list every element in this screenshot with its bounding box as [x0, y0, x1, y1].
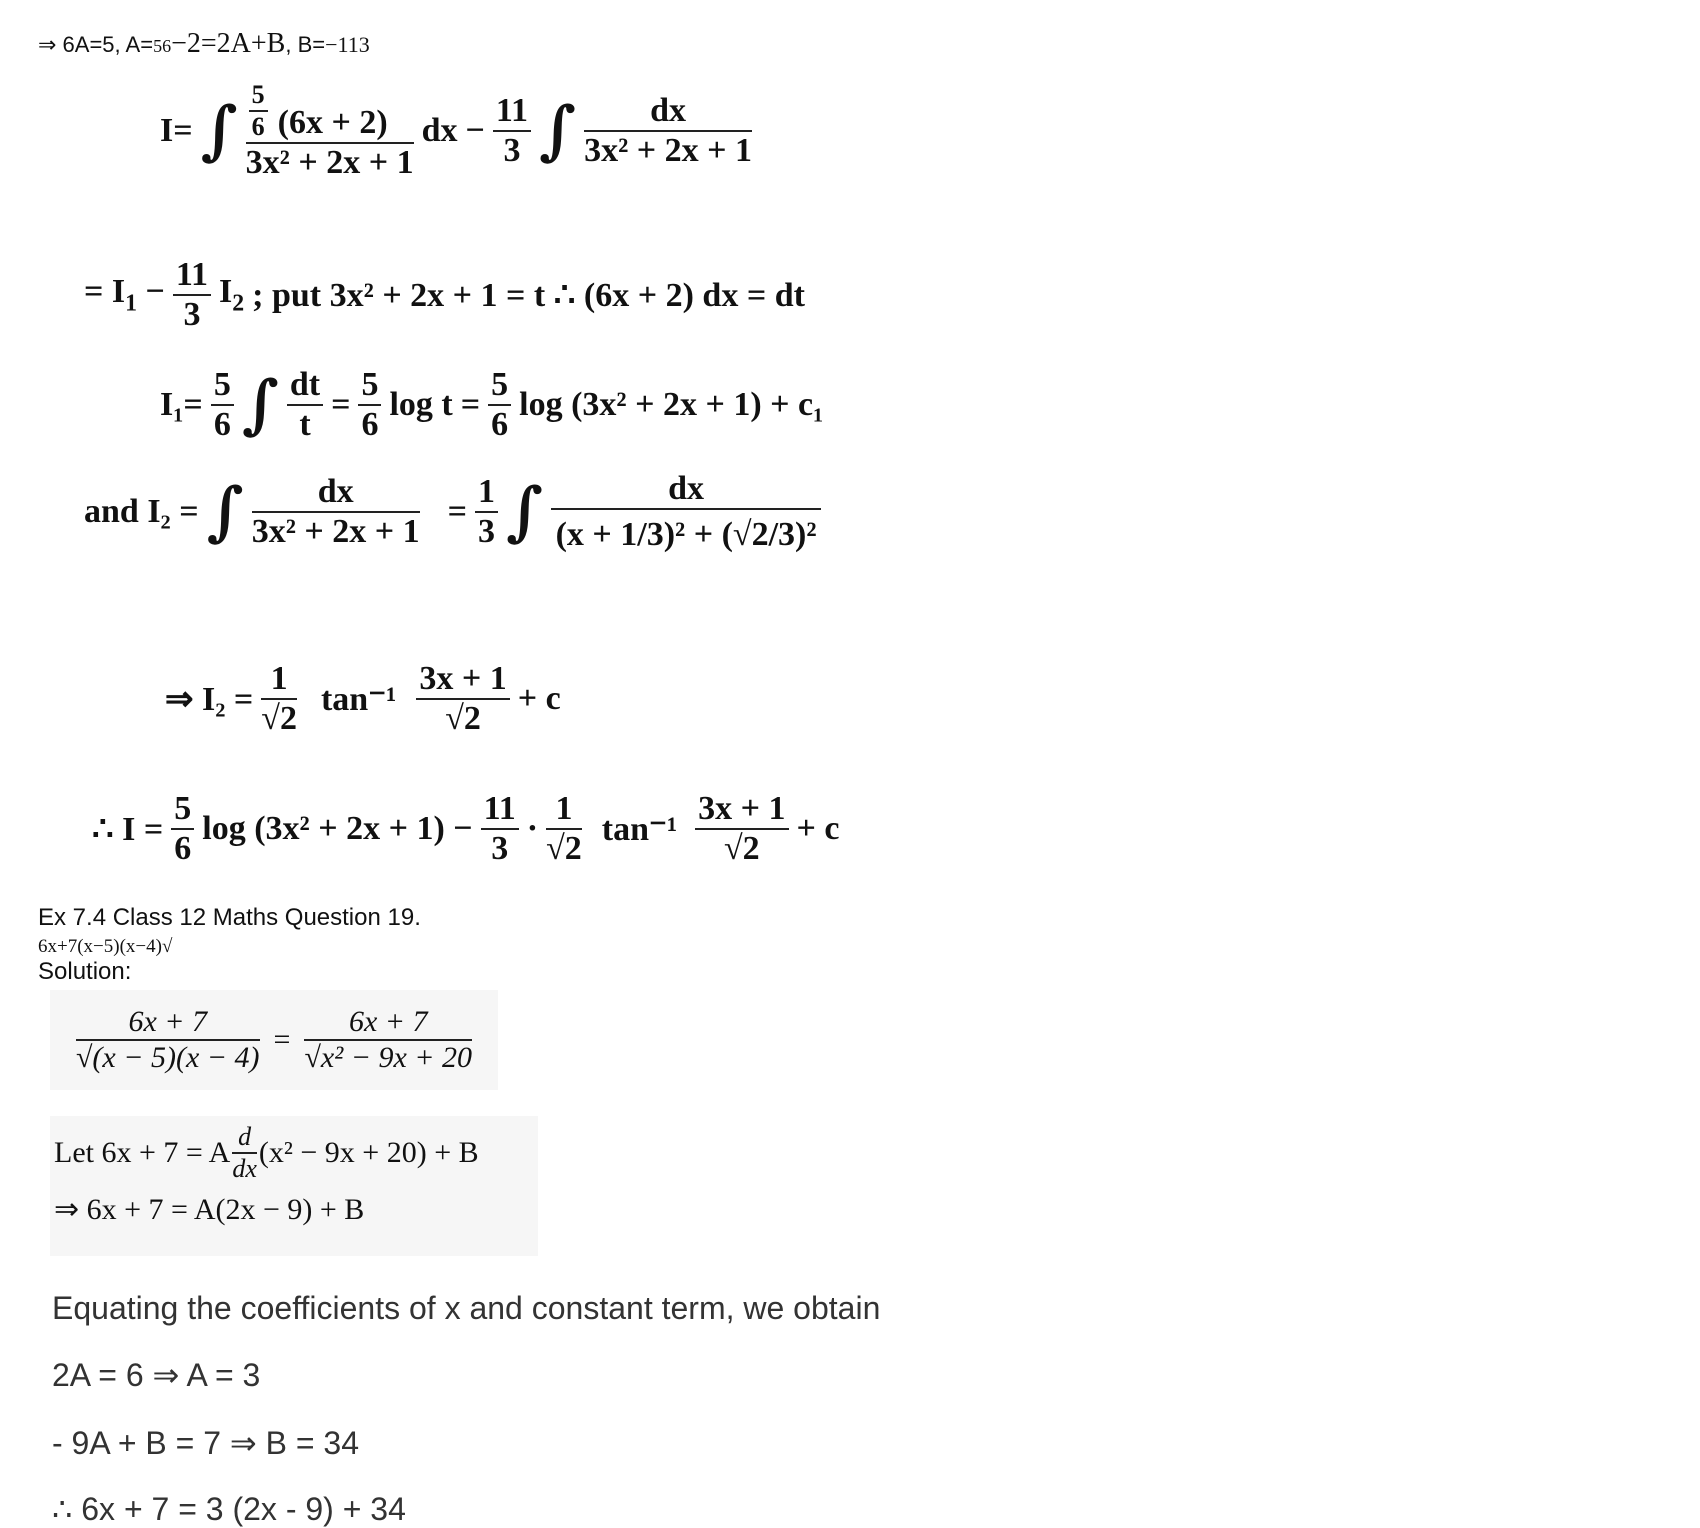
- integral-sign-icon: ∫: [506, 474, 544, 549]
- eq2-coeff-den: 3: [183, 296, 201, 333]
- eq3-integrand: [287, 366, 323, 444]
- eq3-tail: log (3x² + 2x + 1) + c₁: [519, 386, 824, 423]
- eq3-log-t: log t: [389, 386, 453, 423]
- eq3-coeff-1: [211, 366, 234, 444]
- eq2-tail: ; put 3x² + 2x + 1 = t ∴ (6x + 2) dx = dt: [252, 277, 805, 314]
- sol-left-num: 6x + 7: [76, 1005, 260, 1041]
- eq3-coeff-1-den: 6: [213, 406, 231, 443]
- eq6-dot: ·: [526, 810, 539, 847]
- eq2-coeff: [173, 256, 211, 334]
- eq5-tail: + c: [517, 680, 561, 717]
- derivative-operator: [232, 1122, 257, 1184]
- eq4-coeff-num: 1: [475, 473, 498, 513]
- eq5-coeff: [261, 660, 297, 738]
- equation-6: [92, 790, 840, 868]
- eq1-first-fraction: [246, 80, 414, 182]
- step-2: - 9A + B = 7 ⇒ B = 34: [52, 1425, 359, 1461]
- let-line: [54, 1122, 534, 1184]
- solution-label: Solution:: [38, 958, 132, 985]
- eq2-lhs: = $I_1$ −: [84, 272, 165, 317]
- eq1-second-fraction: [584, 92, 752, 170]
- sol-left-fraction: [76, 1005, 260, 1075]
- eq6-coeff-2-den: 3: [491, 830, 509, 867]
- eq6-coeff-2-num: 11: [481, 790, 519, 830]
- eq6-tail: + c: [796, 810, 840, 847]
- eq1-first-coeff-den: 6: [251, 112, 265, 141]
- eq6-coeff-3-den: √2: [546, 830, 582, 867]
- let-panel: [50, 1116, 538, 1256]
- step-3: ∴ 6x + 7 = 3 (2x - 9) + 34: [52, 1491, 406, 1527]
- eq1-first-coeff: [249, 80, 268, 142]
- integral-sign-icon: ∫: [539, 93, 577, 168]
- eq2-i2: $I_2$: [219, 272, 245, 317]
- let-tail: (x² − 9x + 20) + B: [258, 1136, 479, 1169]
- implies-line: ⇒ 6x + 7 = A(2x − 9) + B: [54, 1193, 365, 1226]
- eq4-num-2: dx: [551, 470, 821, 510]
- lead-text-5: −113: [325, 32, 370, 57]
- eq6-coeff-1: [171, 790, 194, 868]
- eq4-lhs: and I₂ =: [84, 493, 199, 530]
- sol-right-den: √x² − 9x + 20: [304, 1041, 473, 1074]
- question-expression: 6x+7(x−5)(x−4)√: [38, 936, 173, 957]
- derivative-num: d: [232, 1122, 257, 1154]
- eq1-first-coeff-num: 5: [249, 80, 268, 112]
- equation-4: [84, 470, 821, 554]
- eq1-second-coeff-den: 3: [503, 132, 521, 169]
- eq3-integrand-den: t: [299, 406, 311, 443]
- eq6-coeff-2: [481, 790, 519, 868]
- eq4-coeff-den: 3: [478, 513, 496, 550]
- lead-text-3: −2=2A+B: [171, 28, 286, 59]
- eq3-coeff-3-num: 5: [488, 366, 511, 406]
- eq6-log: log (3x² + 2x + 1) −: [202, 810, 473, 847]
- equation-5: [165, 660, 561, 738]
- eq6-coeff-1-num: 5: [171, 790, 194, 830]
- eq1-second-coeff-num: 11: [493, 92, 531, 132]
- eq3-coeff-2-num: 5: [358, 366, 381, 406]
- eq1-dx: dx: [421, 112, 458, 149]
- eq1-lhs: I=: [160, 112, 193, 149]
- integral-sign-icon: ∫: [241, 367, 279, 442]
- lead-text-4: , B=: [285, 32, 326, 57]
- eq1-second-num: dx: [584, 92, 752, 132]
- lead-line: [38, 28, 370, 60]
- eq1-first-num: (6x + 2): [277, 104, 388, 141]
- equation-3: [160, 366, 823, 444]
- lead-text-2: 56: [153, 36, 172, 56]
- eq6-tan: tan⁻¹: [601, 811, 678, 848]
- eq3-coeff-3: [488, 366, 511, 444]
- eq5-coeff-den: √2: [261, 700, 297, 737]
- eq4-den-1: 3x² + 2x + 1: [251, 513, 420, 550]
- solution-fraction-panel: [50, 990, 498, 1090]
- integral-sign-icon: ∫: [200, 93, 238, 168]
- eq1-second-den: 3x² + 2x + 1: [584, 132, 753, 169]
- eq6-coeff-1-den: 6: [174, 830, 192, 867]
- eq6-arg-den: √2: [724, 830, 760, 867]
- sol-left-den: √(x − 5)(x − 4): [75, 1041, 260, 1074]
- eq3-coeff-2: [358, 366, 381, 444]
- eq2-coeff-num: 11: [173, 256, 211, 296]
- sol-right-fraction: [304, 1005, 472, 1075]
- eq6-arg-num: 3x + 1: [695, 790, 788, 830]
- eq3-equals: =: [331, 386, 351, 423]
- integral-sign-icon: ∫: [206, 474, 244, 549]
- eq5-tan: tan⁻¹: [320, 681, 397, 718]
- eq5-coeff-num: 1: [261, 660, 297, 700]
- eq4-coeff: [475, 473, 498, 551]
- eq5-arg-num: 3x + 1: [416, 660, 509, 700]
- step-1: 2A = 6 ⇒ A = 3: [52, 1357, 261, 1393]
- question-heading: Ex 7.4 Class 12 Maths Question 19.: [38, 904, 421, 931]
- eq3-equals-2: =: [460, 386, 481, 423]
- equating-text: Equating the coefficients of x and constant term, we obtain: [52, 1290, 881, 1326]
- eq4-num-1: dx: [252, 473, 420, 513]
- eq3-integrand-num: dt: [287, 366, 323, 406]
- eq6-coeff-3-num: 1: [546, 790, 582, 830]
- eq6-argument: [695, 790, 788, 868]
- eq5-arg-den: √2: [445, 700, 481, 737]
- derivative-den: dx: [232, 1154, 257, 1183]
- eq4-fraction-2: [551, 470, 821, 554]
- eq4-equals: =: [447, 493, 468, 530]
- eq5-argument: [416, 660, 509, 738]
- lead-text-1: ⇒ 6A=5, A=: [38, 32, 154, 57]
- eq4-fraction-1: [252, 473, 420, 551]
- eq3-lhs: I₁=: [160, 386, 203, 423]
- eq1-second-coeff: [493, 92, 531, 170]
- eq5-lhs: ⇒ I₂ =: [165, 681, 254, 718]
- eq6-lhs: ∴ I =: [92, 811, 164, 848]
- eq6-coeff-3: [546, 790, 582, 868]
- eq4-den-2: (x + 1/3)² + (√2/3)²: [555, 516, 817, 553]
- sol-equals: =: [273, 1023, 291, 1056]
- eq3-coeff-1-num: 5: [211, 366, 234, 406]
- eq3-coeff-3-den: 6: [491, 406, 509, 443]
- eq1-first-den: 3x² + 2x + 1: [245, 144, 414, 181]
- equation-1: [160, 80, 752, 182]
- sol-right-num: 6x + 7: [304, 1005, 472, 1041]
- eq3-coeff-2-den: 6: [361, 406, 379, 443]
- let-prefix: Let 6x + 7 = A: [54, 1136, 231, 1169]
- eq1-minus: −: [465, 112, 485, 149]
- equation-2: [84, 256, 805, 334]
